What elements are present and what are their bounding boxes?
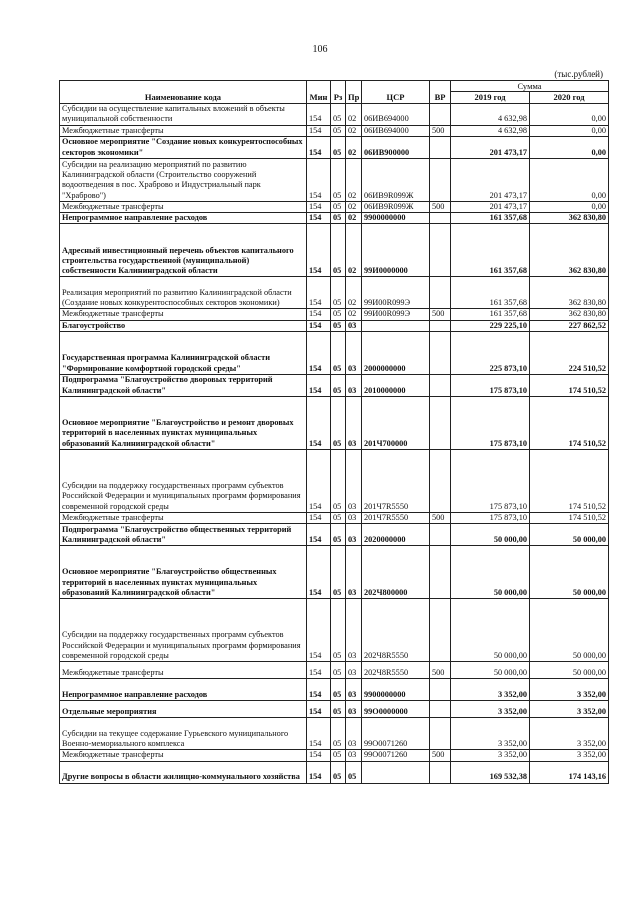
cell-pr: 03 [346, 524, 362, 546]
cell-2019: 201 473,17 [451, 158, 530, 201]
cell-csr: 9900000000 [362, 679, 430, 701]
table-row [60, 277, 609, 309]
cell-vr [430, 524, 451, 546]
cell-rz: 05 [331, 599, 346, 662]
table-row [60, 201, 609, 212]
cell-vr [430, 679, 451, 701]
cell-vr [430, 158, 451, 201]
cell-2020: 3 352,00 [530, 679, 609, 701]
cell-vr: 500 [430, 125, 451, 136]
cell-2020: 174 510,52 [530, 450, 609, 513]
table-row [60, 320, 609, 331]
page-number: 106 [312, 44, 328, 55]
table-row [60, 136, 609, 158]
cell-vr: 500 [430, 309, 451, 320]
cell-2019: 175 873,10 [451, 450, 530, 513]
cell-csr: 06ИВ9R099Ж [362, 158, 430, 201]
cell-rz: 05 [331, 375, 346, 397]
cell-name: Межбюджетные трансферты [60, 309, 307, 320]
cell-name: Подпрограмма "Благоустройство общественных территорий Калининградской области" [60, 524, 307, 546]
cell-2020: 362 830,80 [530, 277, 609, 309]
cell-rz: 05 [331, 320, 346, 331]
cell-name: Непрограммное направление расходов [60, 679, 307, 701]
cell-min: 154 [307, 546, 331, 599]
cell-2019: 169 532,38 [451, 761, 530, 783]
cell-csr: 99О0000000 [362, 701, 430, 718]
cell-2019: 161 357,68 [451, 213, 530, 224]
cell-name: Основное мероприятие "Благоустройство общественных территорий в населенных пунктах муниципальных образований Калининградской области" [60, 546, 307, 599]
cell-2020: 362 830,80 [530, 309, 609, 320]
table-row [60, 309, 609, 320]
cell-2020: 0,00 [530, 136, 609, 158]
budget-body [60, 103, 609, 783]
cell-2019: 175 873,10 [451, 375, 530, 397]
cell-2020: 227 862,52 [530, 320, 609, 331]
table-row [60, 158, 609, 201]
cell-min: 154 [307, 701, 331, 718]
cell-name: Межбюджетные трансферты [60, 513, 307, 524]
cell-rz: 05 [331, 397, 346, 450]
cell-min: 154 [307, 277, 331, 309]
cell-2019: 3 352,00 [451, 701, 530, 718]
cell-csr: 99И00R099Э [362, 277, 430, 309]
cell-pr: 03 [346, 701, 362, 718]
cell-name: Субсидии на текущее содержание Гурьевского муниципального Военно-мемориального комплекса [60, 718, 307, 750]
cell-2019: 201 473,17 [451, 201, 530, 212]
cell-vr [430, 277, 451, 309]
cell-2020: 50 000,00 [530, 662, 609, 679]
cell-rz: 05 [331, 662, 346, 679]
cell-vr [430, 397, 451, 450]
cell-min: 154 [307, 718, 331, 750]
cell-name: Основное мероприятие "Благоустройство и ремонт дворовых территорий в населенных пунктах муниципальных образований Калининградской области" [60, 397, 307, 450]
cell-csr: 201Ч7R5550 [362, 513, 430, 524]
cell-2020: 50 000,00 [530, 546, 609, 599]
cell-2020: 0,00 [530, 158, 609, 201]
cell-2019: 161 357,68 [451, 277, 530, 309]
cell-rz: 05 [331, 213, 346, 224]
header-min: Мин [307, 81, 331, 104]
table-row [60, 599, 609, 662]
cell-rz: 05 [331, 224, 346, 277]
cell-2019: 50 000,00 [451, 524, 530, 546]
cell-min: 154 [307, 662, 331, 679]
table-row [60, 375, 609, 397]
table-row [60, 125, 609, 136]
cell-2020: 362 830,80 [530, 213, 609, 224]
cell-name: Межбюджетные трансферты [60, 662, 307, 679]
cell-pr: 02 [346, 125, 362, 136]
budget-table [59, 80, 609, 784]
cell-2019: 175 873,10 [451, 513, 530, 524]
cell-pr: 03 [346, 599, 362, 662]
table-row [60, 513, 609, 524]
cell-rz: 05 [331, 309, 346, 320]
cell-csr: 06ИВ9R099Ж [362, 201, 430, 212]
cell-vr [430, 136, 451, 158]
cell-min: 154 [307, 524, 331, 546]
cell-pr: 05 [346, 761, 362, 783]
cell-pr: 03 [346, 679, 362, 701]
cell-vr [430, 320, 451, 331]
cell-2020: 174 510,52 [530, 513, 609, 524]
cell-csr: 99И00R099Э [362, 309, 430, 320]
cell-rz: 05 [331, 450, 346, 513]
cell-csr: 9900000000 [362, 213, 430, 224]
cell-name: Субсидии на реализацию мероприятий по развитию Калининградской области (Строительство сооружений водоотведения в пос. Храброво и Индустриальный парк "Храброво") [60, 158, 307, 201]
cell-vr [430, 546, 451, 599]
header-2019: 2019 год [451, 92, 530, 103]
cell-vr: 500 [430, 662, 451, 679]
cell-name: Реализация мероприятий по развитию Калининградской области (Создание новых конкурентоспособных секторов экономики) [60, 277, 307, 309]
cell-2019: 4 632,98 [451, 125, 530, 136]
cell-name: Межбюджетные трансферты [60, 201, 307, 212]
cell-csr: 06ИВ900000 [362, 136, 430, 158]
cell-2019: 3 352,00 [451, 679, 530, 701]
cell-vr [430, 450, 451, 513]
cell-min: 154 [307, 158, 331, 201]
cell-2019: 225 873,10 [451, 332, 530, 375]
cell-csr: 2000000000 [362, 332, 430, 375]
cell-vr: 500 [430, 750, 451, 761]
cell-rz: 05 [331, 513, 346, 524]
cell-2019: 50 000,00 [451, 546, 530, 599]
cell-2020: 50 000,00 [530, 524, 609, 546]
cell-name: Другие вопросы в области жилищно-коммунального хозяйства [60, 761, 307, 783]
cell-rz: 05 [331, 136, 346, 158]
units-label: (тыс.рублей) [554, 69, 603, 79]
header-vr: ВР [430, 81, 451, 104]
cell-vr [430, 718, 451, 750]
cell-csr: 06ИВ694000 [362, 103, 430, 125]
cell-rz: 05 [331, 332, 346, 375]
cell-pr: 02 [346, 158, 362, 201]
cell-pr: 02 [346, 136, 362, 158]
cell-min: 154 [307, 513, 331, 524]
cell-2020: 50 000,00 [530, 599, 609, 662]
cell-2019: 50 000,00 [451, 662, 530, 679]
cell-csr: 201Ч700000 [362, 397, 430, 450]
header-rz: Рз [331, 81, 346, 104]
cell-csr: 99О0071260 [362, 718, 430, 750]
cell-csr: 99И0000000 [362, 224, 430, 277]
table-row [60, 450, 609, 513]
cell-csr: 202Ч8R5550 [362, 599, 430, 662]
cell-2020: 0,00 [530, 125, 609, 136]
cell-min: 154 [307, 599, 331, 662]
cell-min: 154 [307, 375, 331, 397]
cell-rz: 05 [331, 750, 346, 761]
table-row [60, 397, 609, 450]
cell-2020: 0,00 [530, 103, 609, 125]
cell-rz: 05 [331, 125, 346, 136]
header-2020: 2020 год [530, 92, 609, 103]
cell-pr: 03 [346, 332, 362, 375]
cell-min: 154 [307, 201, 331, 212]
cell-rz: 05 [331, 158, 346, 201]
cell-2020: 0,00 [530, 201, 609, 212]
cell-csr: 06ИВ694000 [362, 125, 430, 136]
cell-vr: 500 [430, 513, 451, 524]
cell-2020: 3 352,00 [530, 750, 609, 761]
cell-pr: 03 [346, 750, 362, 761]
cell-pr: 02 [346, 213, 362, 224]
cell-csr: 2010000000 [362, 375, 430, 397]
cell-csr: 202Ч800000 [362, 546, 430, 599]
cell-csr [362, 761, 430, 783]
cell-min: 154 [307, 136, 331, 158]
cell-2020: 362 830,80 [530, 224, 609, 277]
table-row [60, 662, 609, 679]
cell-rz: 05 [331, 761, 346, 783]
cell-rz: 05 [331, 277, 346, 309]
header-csr: ЦСР [362, 81, 430, 104]
cell-csr: 2020000000 [362, 524, 430, 546]
cell-name: Адресный инвестиционный перечень объектов капитального строительства государственной (муниципальной) собственности Калининградской области [60, 224, 307, 277]
cell-2019: 3 352,00 [451, 750, 530, 761]
cell-name: Подпрограмма "Благоустройство дворовых территорий Калининградской области" [60, 375, 307, 397]
cell-pr: 03 [346, 375, 362, 397]
cell-name: Непрограммное направление расходов [60, 213, 307, 224]
cell-rz: 05 [331, 201, 346, 212]
cell-name: Государственная программа Калининградской области "Формирование комфортной городской среды" [60, 332, 307, 375]
cell-pr: 02 [346, 103, 362, 125]
cell-pr: 03 [346, 320, 362, 331]
cell-pr: 02 [346, 224, 362, 277]
table-row [60, 546, 609, 599]
cell-pr: 03 [346, 662, 362, 679]
cell-pr: 03 [346, 397, 362, 450]
cell-min: 154 [307, 213, 331, 224]
cell-2019: 161 357,68 [451, 309, 530, 320]
header-sum: Сумма [451, 81, 609, 92]
cell-2020: 3 352,00 [530, 701, 609, 718]
cell-pr: 03 [346, 450, 362, 513]
cell-min: 154 [307, 332, 331, 375]
table-row [60, 701, 609, 718]
cell-csr: 201Ч7R5550 [362, 450, 430, 513]
cell-vr [430, 701, 451, 718]
cell-vr [430, 103, 451, 125]
cell-vr [430, 375, 451, 397]
cell-min: 154 [307, 309, 331, 320]
cell-min: 154 [307, 761, 331, 783]
cell-2019: 50 000,00 [451, 599, 530, 662]
header-pr: Пр [346, 81, 362, 104]
cell-pr: 02 [346, 201, 362, 212]
cell-min: 154 [307, 450, 331, 513]
cell-name: Межбюджетные трансферты [60, 125, 307, 136]
cell-min: 154 [307, 103, 331, 125]
table-row [60, 224, 609, 277]
cell-2019: 175 873,10 [451, 397, 530, 450]
cell-name: Субсидии на поддержку государственных программ субъектов Российской Федерации и муниципальных программ формирования современной городской среды [60, 599, 307, 662]
cell-2019: 3 352,00 [451, 718, 530, 750]
cell-name: Основное мероприятие "Создание новых конкурентоспособных секторов экономики" [60, 136, 307, 158]
cell-vr: 500 [430, 201, 451, 212]
table-row [60, 718, 609, 750]
cell-name: Межбюджетные трансферты [60, 750, 307, 761]
cell-pr: 02 [346, 309, 362, 320]
cell-2020: 3 352,00 [530, 718, 609, 750]
cell-2020: 174 143,16 [530, 761, 609, 783]
cell-min: 154 [307, 750, 331, 761]
cell-rz: 05 [331, 701, 346, 718]
table-row [60, 332, 609, 375]
cell-min: 154 [307, 125, 331, 136]
cell-rz: 05 [331, 679, 346, 701]
table-row [60, 761, 609, 783]
cell-rz: 05 [331, 524, 346, 546]
cell-2020: 224 510,52 [530, 332, 609, 375]
cell-2020: 174 510,52 [530, 397, 609, 450]
cell-csr: 99О0071260 [362, 750, 430, 761]
cell-vr [430, 332, 451, 375]
table-row [60, 524, 609, 546]
header-name: Наименование кода [60, 81, 307, 104]
cell-rz: 05 [331, 718, 346, 750]
cell-name: Субсидии на поддержку государственных программ субъектов Российской Федерации и муниципальных программ формирования современной городской среды [60, 450, 307, 513]
cell-pr: 02 [346, 277, 362, 309]
cell-min: 154 [307, 224, 331, 277]
cell-pr: 03 [346, 513, 362, 524]
cell-min: 154 [307, 397, 331, 450]
cell-min: 154 [307, 320, 331, 331]
cell-vr [430, 599, 451, 662]
table-row [60, 750, 609, 761]
cell-2019: 4 632,98 [451, 103, 530, 125]
cell-min: 154 [307, 679, 331, 701]
cell-pr: 03 [346, 546, 362, 599]
table-row [60, 679, 609, 701]
cell-pr: 03 [346, 718, 362, 750]
cell-csr: 202Ч8R5550 [362, 662, 430, 679]
cell-2019: 229 225,10 [451, 320, 530, 331]
table-row [60, 213, 609, 224]
cell-2019: 161 357,68 [451, 224, 530, 277]
cell-vr [430, 224, 451, 277]
cell-2019: 201 473,17 [451, 136, 530, 158]
cell-csr [362, 320, 430, 331]
cell-vr [430, 761, 451, 783]
cell-rz: 05 [331, 546, 346, 599]
cell-name: Благоустройство [60, 320, 307, 331]
cell-name: Субсидии на осуществление капитальных вложений в объекты муниципальной собственности [60, 103, 307, 125]
cell-2020: 174 510,52 [530, 375, 609, 397]
cell-name: Отдельные мероприятия [60, 701, 307, 718]
cell-rz: 05 [331, 103, 346, 125]
cell-vr [430, 213, 451, 224]
table-row [60, 103, 609, 125]
